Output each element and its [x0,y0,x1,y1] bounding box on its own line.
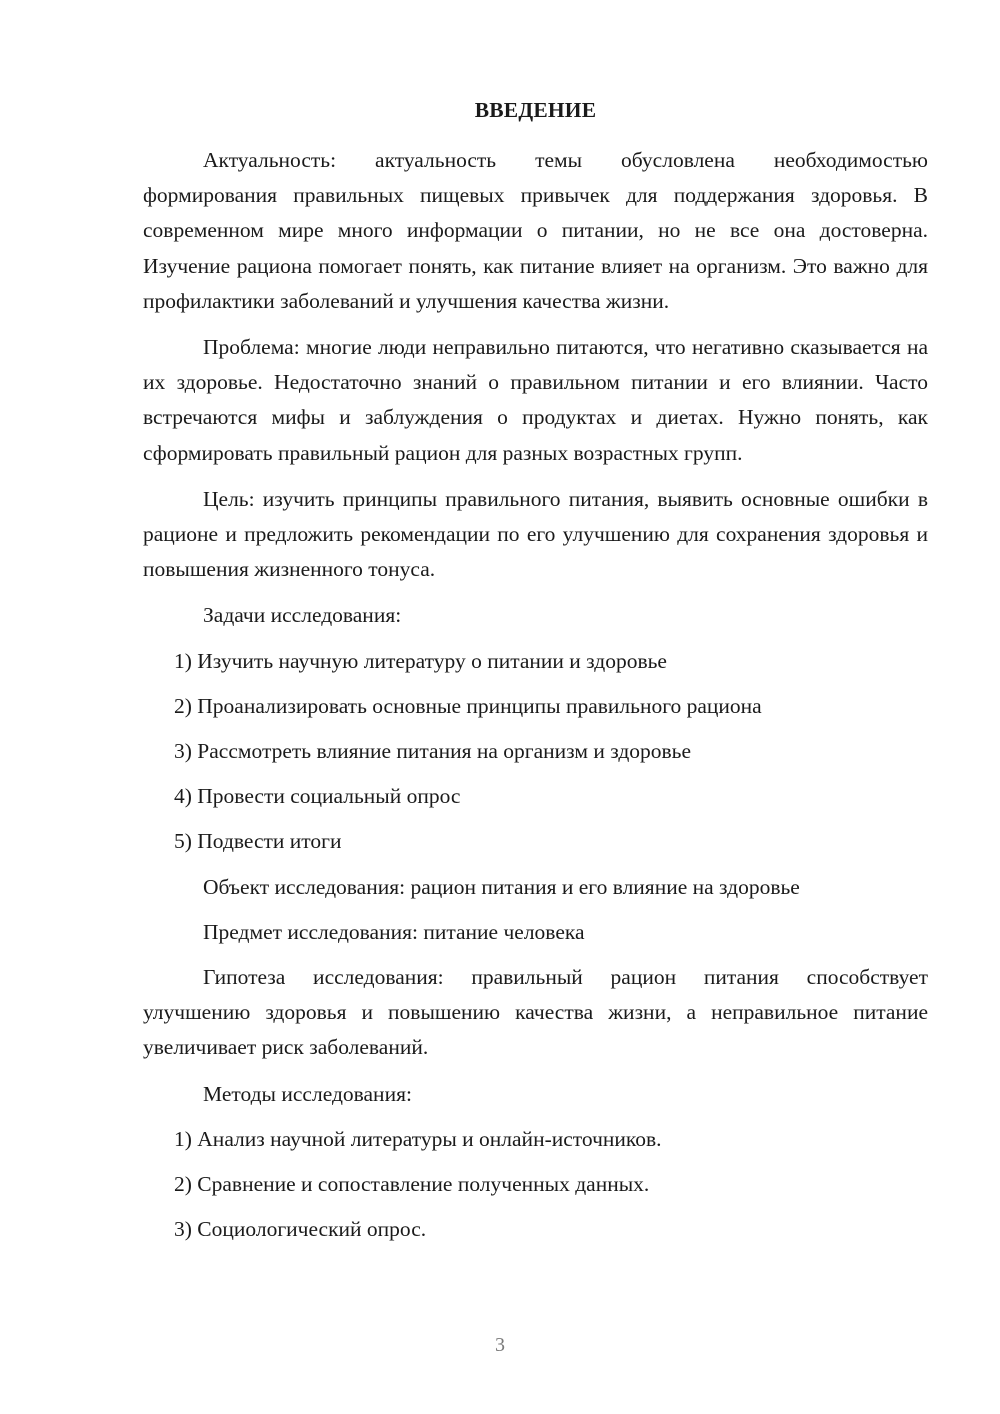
list-item: 1) Изучить научную литературу о питании и здоровье [174,648,667,673]
paragraph-goal: Цель: изучить принципы правильного питания, выявить основные ошибки в рационе и предложить рекомендации по его улучшению для сохранения здоровья и повышения жизненного тонуса. [143,486,928,582]
methods-list [143,1122,928,1248]
document-page [143,93,928,1257]
list-item: 4) Провести социальный опрос [174,784,461,809]
list-item: 3) Рассмотреть влияние питания на организм и здоровье [174,739,692,764]
document-title: ВВЕДЕНИЕ [474,98,597,122]
tasks-list [143,644,928,860]
tasks-heading: Задачи исследования: [203,603,402,628]
methods-heading: Методы исследования: [203,1081,412,1106]
list-item: 3) Социологический опрос. [174,1217,427,1242]
research-object: Объект исследования: рацион питания и его влияние на здоровье [203,874,800,899]
list-item: 2) Проанализировать основные принципы правильного рациона [174,693,762,718]
paragraph-hypothesis: Гипотеза исследования: правильный рацион питания способствует улучшению здоровья и повышению качества жизни, а неправильное питание увеличивает риск заболеваний. [143,965,928,1060]
list-item: 1) Анализ научной литературы и онлайн-источников. [174,1126,662,1151]
research-subject: Предмет исследования: питание человека [203,919,585,944]
list-item: 2) Сравнение и сопоставление полученных данных. [174,1172,650,1197]
paragraph-problem: Проблема: многие люди неправильно питаются, что негативно сказывается на их здоровье. Недостаточно знаний о правильном питании и его влиянии. Часто встречаются мифы и заблуждения о продуктах и диетах. Нужно понять, как сформировать правильный рацион для разных возрастных групп. [143,335,928,465]
paragraph-relevance: Актуальность: актуальность темы обусловлена необходимостью формирования правильных пищевых привычек для поддержания здоровья. В современном мире много информации о питании, но не все она достоверна. Изучение рациона помогает понять, как питание влияет на организм. Это важно для профилактики заболеваний и улучшения качества жизни. [143,148,928,313]
page-number: 3 [495,1334,505,1356]
list-item: 5) Подвести итоги [174,829,342,854]
